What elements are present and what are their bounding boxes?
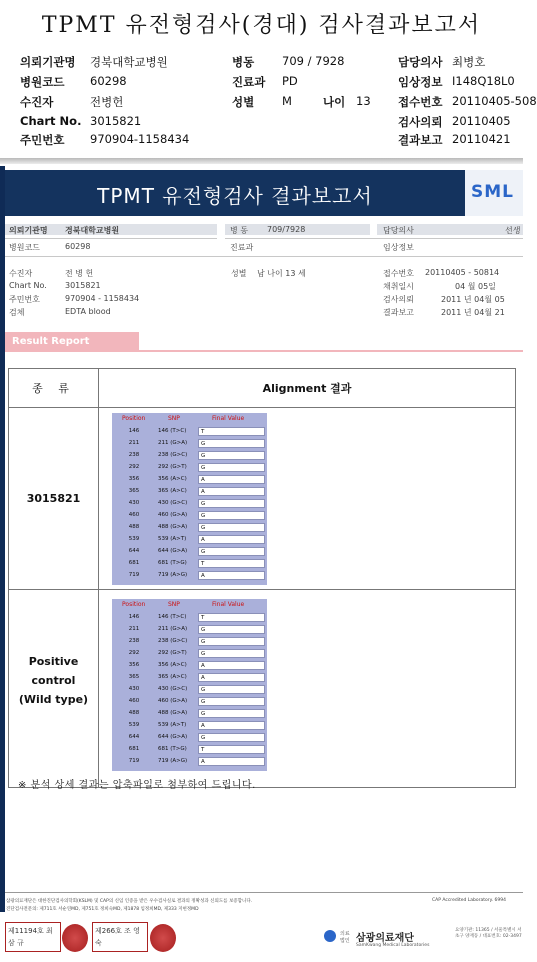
- snp-variant: 719 (A>G): [158, 572, 188, 578]
- final-value-field: [198, 427, 265, 436]
- final-value-field: [198, 559, 265, 568]
- row-label-line: (Wild type): [18, 693, 89, 706]
- snp-row: [112, 546, 267, 557]
- info-dept-label: 진료과: [230, 243, 254, 252]
- snp-variant: 644 (G>A): [158, 734, 188, 740]
- snp-position: 356: [128, 662, 140, 668]
- field-label-request: 검사의뢰: [398, 115, 443, 129]
- license-text-2: 제266호 조 영 숙: [95, 927, 140, 947]
- final-value: A: [201, 675, 205, 681]
- final-value: T: [201, 747, 205, 753]
- field-value-dept: PD: [282, 74, 298, 88]
- info-ward-label: 병 동: [230, 226, 248, 235]
- field-label-report: 결과보고: [398, 133, 443, 147]
- snp-panel-header: [112, 599, 267, 611]
- row-label-line: control: [31, 674, 76, 687]
- snp-variant: 430 (G>C): [158, 686, 188, 692]
- field-label-receipt: 접수번호: [398, 95, 443, 109]
- footer-rule: [5, 892, 523, 893]
- final-value: G: [201, 501, 206, 507]
- snp-variant: 146 (T>C): [158, 428, 187, 434]
- final-value-field: [198, 511, 265, 520]
- field-value-ward: 709 / 7928: [282, 54, 345, 68]
- snp-header-snp: SNP: [168, 415, 180, 422]
- snp-position: 460: [128, 512, 140, 518]
- info-collect-label: 채취일시: [383, 282, 414, 291]
- result-report-tab: [5, 332, 139, 352]
- final-value-field: [198, 439, 265, 448]
- snp-variant: 211 (G>A): [158, 440, 188, 446]
- final-value: G: [201, 465, 206, 471]
- snp-row: [112, 498, 267, 509]
- info-patient-value: 전 병 헌: [65, 269, 94, 278]
- snp-row: [112, 474, 267, 485]
- snp-variant: 365 (A>C): [158, 488, 187, 494]
- field-label-rrn: 주민번호: [20, 133, 65, 147]
- snp-variant: 211 (G>A): [158, 626, 188, 632]
- snp-variant: 488 (G>A): [158, 710, 188, 716]
- final-value: A: [201, 573, 205, 579]
- final-value: A: [201, 759, 205, 765]
- row-label-control: [9, 652, 98, 709]
- snp-position: 146: [128, 614, 140, 620]
- snp-position: 719: [128, 572, 140, 578]
- info-chart-label: Chart No.: [9, 281, 47, 290]
- snp-variant: 539 (A>T): [158, 536, 187, 542]
- info-chart-value: 3015821: [65, 281, 101, 290]
- final-value: A: [201, 489, 205, 495]
- info-doctor-label: 담당의사: [383, 226, 414, 235]
- info-code-value: 60298: [65, 242, 91, 251]
- final-value-field: [198, 451, 265, 460]
- final-value-field: [198, 733, 265, 742]
- snp-variant: 146 (T>C): [158, 614, 187, 620]
- final-value-field: [198, 721, 265, 730]
- snp-header-position: Position: [122, 415, 146, 422]
- field-label-patient: 수진자: [20, 95, 54, 109]
- footer-accreditation-1: 삼광의료재단은 대한진단검사의학회(KSLM) 및 CAP의 신임 인증을 받은 우수검사실로 결과의 정확성과 신뢰도를 보증합니다.: [6, 899, 253, 904]
- foundation-name: 삼광의료재단: [356, 933, 414, 944]
- snp-row: [112, 558, 267, 569]
- info-code-label: 병원코드: [9, 243, 40, 252]
- final-value: G: [201, 687, 206, 693]
- info-doctor-value: 선생: [505, 226, 521, 235]
- foundation-name-en: SamKwang Medical Laboratories: [356, 943, 430, 948]
- snp-position: 488: [128, 710, 140, 716]
- brand-logo: [465, 170, 523, 216]
- field-label-dept: 진료과: [232, 75, 266, 89]
- final-value-field: [198, 685, 265, 694]
- column-header-kind: 종 류: [32, 382, 75, 395]
- info-request-value: 2011 년 04월 05: [441, 295, 505, 304]
- final-value-field: [198, 697, 265, 706]
- license-stamp-1: [5, 922, 61, 952]
- info-rule: [5, 256, 523, 257]
- footer-cap: CAP Accredited Laboratory. 6994: [432, 898, 506, 903]
- final-value: T: [201, 561, 205, 567]
- snp-header-snp: SNP: [168, 601, 180, 608]
- final-value: A: [201, 477, 205, 483]
- snp-header-final: Final Value: [212, 601, 245, 608]
- field-label-clinical: 임상정보: [398, 75, 443, 89]
- final-value: A: [201, 663, 205, 669]
- table-divider: [9, 407, 515, 408]
- snp-row: [112, 696, 267, 707]
- attachment-note: ※ 분석 상세 결과는 압축파일로 첨부하여 드립니다.: [18, 780, 256, 791]
- field-value-age: 13: [356, 94, 371, 108]
- snp-position: 644: [128, 734, 140, 740]
- info-receipt-value: 20110405 - 50814: [425, 268, 500, 277]
- banner-title: TPMT 유전형검사 결과보고서: [97, 184, 373, 208]
- snp-row: [112, 534, 267, 545]
- snp-position: 460: [128, 698, 140, 704]
- snp-row: [112, 684, 267, 695]
- final-value-field: [198, 535, 265, 544]
- snp-variant: 430 (G>C): [158, 500, 188, 506]
- snp-variant: 356 (A>C): [158, 662, 187, 668]
- table-divider: [9, 589, 515, 590]
- snp-variant: 488 (G>A): [158, 524, 188, 530]
- footer-accreditation-2: 진단검사전문의: 제711호 서순연MD, 제751호 정희숙MD, 제1878 임정희MD, 제333 지현정MD: [6, 907, 199, 912]
- info-report-label: 결과보고: [383, 308, 414, 317]
- field-label-doctor: 담당의사: [398, 55, 443, 69]
- info-ward-value: 709/7928: [267, 225, 306, 234]
- field-label-chart: Chart No.: [20, 114, 82, 128]
- section-divider: [0, 158, 523, 164]
- snp-variant: 356 (A>C): [158, 476, 187, 482]
- field-value-doctor: 최병호: [452, 55, 486, 69]
- snp-row: [112, 462, 267, 473]
- snp-variant: 238 (G>C): [158, 638, 188, 644]
- snp-variant: 238 (G>C): [158, 452, 188, 458]
- info-collect-value: 04 월 05일: [455, 282, 496, 291]
- snp-position: 365: [128, 674, 140, 680]
- field-value-org: 경북대학교병원: [90, 55, 168, 69]
- snp-position: 146: [128, 428, 140, 434]
- field-value-chart: 3015821: [90, 114, 142, 128]
- snp-variant: 644 (G>A): [158, 548, 188, 554]
- snp-row: [112, 612, 267, 623]
- final-value: T: [201, 429, 205, 435]
- snp-position: 430: [128, 686, 140, 692]
- info-sex-label: 성별: [231, 269, 247, 278]
- final-value: T: [201, 615, 205, 621]
- snp-row: [112, 648, 267, 659]
- snp-row: [112, 438, 267, 449]
- info-clinical-label: 임상정보: [383, 243, 414, 252]
- info-rrn-label: 주민번호: [9, 295, 40, 304]
- final-value-field: [198, 745, 265, 754]
- final-value: G: [201, 441, 206, 447]
- row-label-sample: [9, 489, 98, 508]
- snp-header-position: Position: [122, 601, 146, 608]
- final-value: G: [201, 513, 206, 519]
- info-report-value: 2011 년 04월 21: [441, 308, 505, 317]
- info-request-label: 검사의뢰: [383, 295, 414, 304]
- snp-position: 238: [128, 638, 140, 644]
- info-org-value: 경북대학교병원: [65, 226, 120, 235]
- report-title: TPMT 유전형검사(경대) 검사결과보고서: [41, 13, 482, 38]
- final-value-field: [198, 487, 265, 496]
- info-specimen-label: 검체: [9, 308, 25, 317]
- column-header-alignment: Alignment 결과: [262, 382, 352, 395]
- snp-position: 292: [128, 650, 140, 656]
- final-value-field: [198, 571, 265, 580]
- final-value: G: [201, 453, 206, 459]
- snp-row: [112, 732, 267, 743]
- final-value-field: [198, 475, 265, 484]
- result-rule: [139, 350, 523, 352]
- snp-variant: 539 (A>T): [158, 722, 187, 728]
- snp-row: [112, 744, 267, 755]
- table-divider: [98, 369, 99, 787]
- scan-edge: [0, 166, 5, 912]
- snp-panel-sample: [112, 413, 267, 585]
- final-value-field: [198, 709, 265, 718]
- foundation-contact: 요양기관: 11365 / 서울특별시 서초구 양재동 / 대표번호: 02-3497: [455, 928, 522, 939]
- info-patient-label: 수진자: [9, 269, 33, 278]
- snp-variant: 460 (G>A): [158, 698, 188, 704]
- final-value: G: [201, 651, 206, 657]
- snp-header-final: Final Value: [212, 415, 245, 422]
- snp-variant: 681 (T>G): [158, 746, 187, 752]
- info-rrn-value: 970904 - 1158434: [65, 294, 140, 303]
- field-value-report: 20110421: [452, 132, 511, 146]
- seal-stamp-1: [62, 924, 88, 952]
- foundation-prefix: 의료법인: [340, 931, 350, 944]
- snp-row: [112, 660, 267, 671]
- field-label-age: 나이: [323, 95, 346, 109]
- snp-variant: 365 (A>C): [158, 674, 187, 680]
- snp-position: 211: [128, 626, 140, 632]
- field-value-code: 60298: [90, 74, 127, 88]
- snp-variant: 681 (T>G): [158, 560, 187, 566]
- final-value-field: [198, 625, 265, 634]
- field-label-ward: 병동: [232, 55, 255, 69]
- field-value-request: 20110405: [452, 114, 511, 128]
- snp-row: [112, 570, 267, 581]
- field-label-sex: 성별: [232, 95, 255, 109]
- snp-variant: 292 (G>T): [158, 650, 187, 656]
- final-value: G: [201, 699, 206, 705]
- info-org-label: 의뢰기관명: [9, 226, 48, 235]
- final-value-field: [198, 613, 265, 622]
- info-rule: [225, 238, 523, 239]
- snp-row: [112, 426, 267, 437]
- snp-row: [112, 510, 267, 521]
- field-value-rrn: 970904-1158434: [90, 132, 190, 146]
- final-value-field: [198, 499, 265, 508]
- final-value: G: [201, 735, 206, 741]
- license-text-1: 제11194호 최 삼 규: [8, 927, 53, 947]
- field-value-patient: 전병헌: [90, 95, 124, 109]
- snp-position: 430: [128, 500, 140, 506]
- snp-position: 644: [128, 548, 140, 554]
- final-value-field: [198, 757, 265, 766]
- final-value: G: [201, 639, 206, 645]
- final-value: G: [201, 711, 206, 717]
- snp-position: 719: [128, 758, 140, 764]
- snp-row: [112, 756, 267, 767]
- final-value-field: [198, 463, 265, 472]
- snp-row: [112, 708, 267, 719]
- snp-position: 681: [128, 560, 140, 566]
- field-value-sex: M: [282, 94, 292, 108]
- snp-position: 539: [128, 722, 140, 728]
- snp-position: 211: [128, 440, 140, 446]
- field-label-code: 병원코드: [20, 75, 65, 89]
- result-report-label: Result Report: [12, 336, 90, 347]
- final-value-field: [198, 547, 265, 556]
- brand-text: SML: [471, 182, 514, 202]
- snp-row: [112, 624, 267, 635]
- info-receipt-label: 접수번호: [383, 269, 414, 278]
- seal-stamp-2: [150, 924, 176, 952]
- report-banner: [5, 170, 465, 216]
- snp-row: [112, 720, 267, 731]
- result-table: [8, 368, 516, 788]
- snp-row: [112, 450, 267, 461]
- snp-position: 488: [128, 524, 140, 530]
- snp-position: 356: [128, 476, 140, 482]
- info-rule: [5, 238, 217, 239]
- snp-position: 681: [128, 746, 140, 752]
- final-value-field: [198, 649, 265, 658]
- snp-position: 238: [128, 452, 140, 458]
- final-value: G: [201, 549, 206, 555]
- final-value: A: [201, 723, 205, 729]
- scanned-report: [0, 166, 523, 912]
- info-specimen-value: EDTA blood: [65, 307, 111, 316]
- snp-position: 365: [128, 488, 140, 494]
- final-value-field: [198, 523, 265, 532]
- final-value-field: [198, 661, 265, 670]
- field-label-org: 의뢰기관명: [20, 55, 76, 69]
- snp-variant: 292 (G>T): [158, 464, 187, 470]
- snp-variant: 460 (G>A): [158, 512, 188, 518]
- snp-position: 292: [128, 464, 140, 470]
- final-value: G: [201, 627, 206, 633]
- field-value-clinical: I148Q18L0: [452, 74, 515, 88]
- license-stamp-2: [92, 922, 148, 952]
- snp-row: [112, 672, 267, 683]
- snp-panel-header: [112, 413, 267, 425]
- info-sex-value: 남 나이 13 세: [257, 269, 306, 278]
- row-label-line: Positive: [28, 655, 79, 668]
- snp-panel-control: [112, 599, 267, 771]
- row-label-line: 3015821: [26, 492, 81, 505]
- snp-row: [112, 522, 267, 533]
- snp-row: [112, 636, 267, 647]
- final-value-field: [198, 673, 265, 682]
- final-value: G: [201, 525, 206, 531]
- snp-row: [112, 486, 267, 497]
- foundation-logo-icon: [324, 930, 336, 942]
- snp-variant: 719 (A>G): [158, 758, 188, 764]
- final-value: A: [201, 537, 205, 543]
- snp-position: 539: [128, 536, 140, 542]
- field-value-receipt: 20110405-508: [452, 94, 537, 108]
- final-value-field: [198, 637, 265, 646]
